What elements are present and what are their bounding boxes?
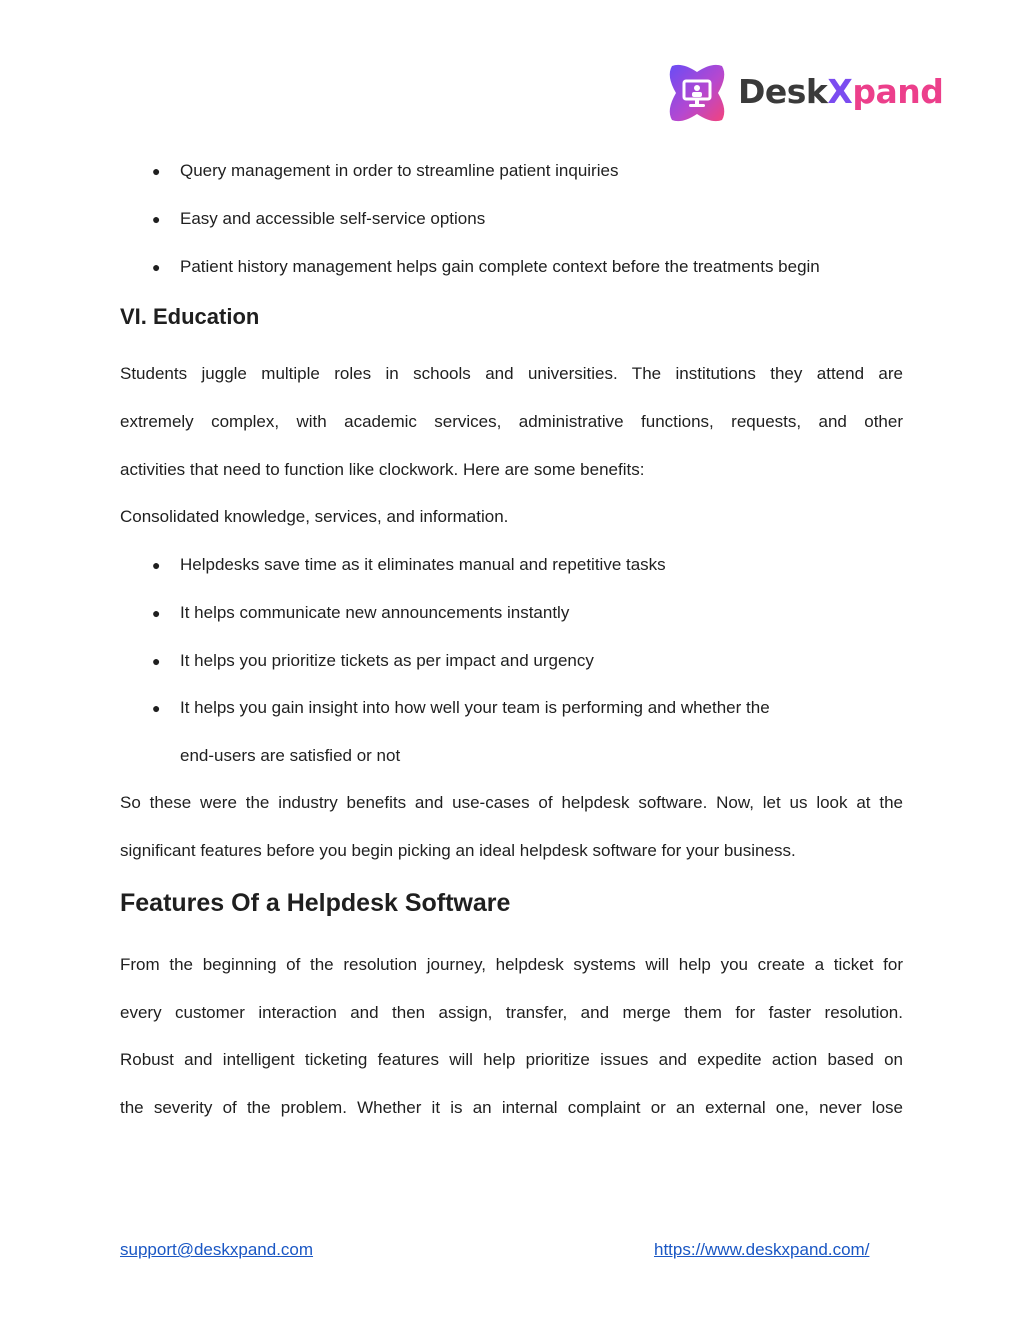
footer-email-link[interactable]: support@deskxpand.com	[120, 1240, 314, 1259]
paragraph-line: significant features before you begin picking an ideal helpdesk software for your business.	[120, 841, 796, 860]
section-heading-education: VI. Education	[120, 304, 260, 329]
paragraph-line: From the beginning of the resolution journey, helpdesk systems will help you create a ticket for	[120, 955, 903, 974]
bullet-icon: ●	[152, 605, 161, 621]
list-item-text: Helpdesks save time as it eliminates manual and repetitive tasks	[180, 555, 666, 574]
list-item-text: Patient history management helps gain complete context before the treatments begin	[180, 257, 820, 276]
paragraph-line: extremely complex, with academic services, administrative functions, requests, and other	[120, 412, 903, 431]
paragraph-line: So these were the industry benefits and use-cases of helpdesk software. Now, let us look at the	[120, 793, 903, 812]
bullet-icon: ●	[152, 259, 161, 275]
bullet-icon: ●	[152, 163, 161, 179]
logo-wordmark	[738, 72, 943, 112]
list-item-text: It helps you gain insight into how well your team is performing and whether the	[180, 698, 770, 717]
bullet-icon: ●	[152, 653, 161, 669]
bullet-icon: ●	[152, 557, 161, 573]
logo-text-pand: pand	[852, 72, 944, 111]
list-item-text: It helps communicate new announcements instantly	[180, 603, 570, 622]
bullet-icon: ●	[152, 700, 161, 716]
bullet-icon: ●	[152, 211, 161, 227]
paragraph-line: Students juggle multiple roles in schools and universities. The institutions they attend are	[120, 364, 903, 383]
list-item-text: Query management in order to streamline patient inquiries	[180, 161, 619, 180]
list-item-text: Easy and accessible self-service options	[180, 209, 486, 228]
list-item-text: end-users are satisfied or not	[180, 746, 401, 765]
footer-website-link[interactable]: https://www.deskxpand.com/	[654, 1240, 870, 1259]
paragraph-line: the severity of the problem. Whether it is an internal complaint or an external one, never lose	[120, 1098, 903, 1117]
list-item-text: It helps you prioritize tickets as per impact and urgency	[180, 651, 594, 670]
logo-text-x: X	[827, 72, 853, 111]
paragraph-line: every customer interaction and then assign, transfer, and merge them for faster resolution.	[120, 1003, 903, 1022]
paragraph-line: activities that need to function like clockwork. Here are some benefits:	[120, 460, 645, 479]
deskxpand-logo-icon	[664, 60, 730, 126]
section-heading-features: Features Of a Helpdesk Software	[120, 889, 511, 917]
paragraph-line: Robust and intelligent ticketing features will help prioritize issues and expedite action based on	[120, 1050, 903, 1069]
paragraph-line: Consolidated knowledge, services, and information.	[120, 507, 509, 526]
deskxpand-logo	[664, 60, 944, 130]
logo-text-desk: Desk	[738, 72, 828, 111]
